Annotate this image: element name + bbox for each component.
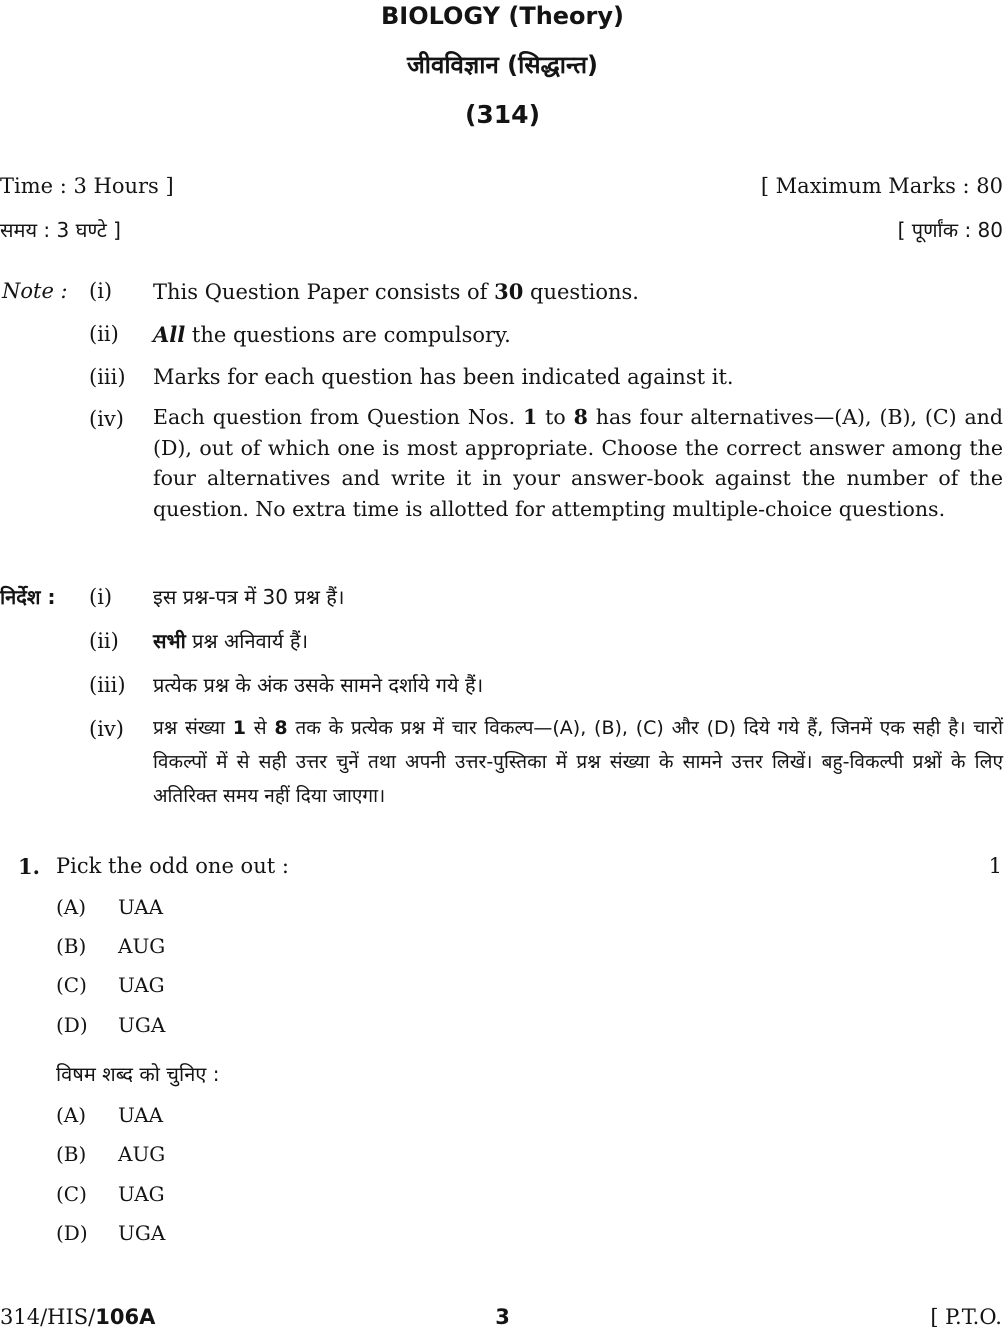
question-number: 1. [18, 854, 40, 879]
note-en-item-1: This Question Paper consists of 30 questions. [153, 279, 639, 304]
note-hi-item-3: प्रत्येक प्रश्न के अंक उसके सामने दर्शाये गये हैं। [153, 673, 484, 697]
option-text: AUG [118, 934, 166, 958]
max-marks-en: [ Maximum Marks : 80 [760, 174, 1003, 198]
note-label-hi: निर्देश : [0, 585, 56, 609]
option-letter: (A) [56, 895, 87, 919]
note-hi-item-1: इस प्रश्न-पत्र में 30 प्रश्न हैं। [153, 585, 345, 609]
note-hi-num-4: (iv) [89, 717, 124, 741]
option-letter: (B) [56, 1142, 87, 1166]
note-en-item-2: All the questions are compulsory. [153, 322, 511, 347]
question-text-hi: विषम शब्द को चुनिए : [56, 1062, 220, 1086]
footer-paper-code: 314/HIS/106A [0, 1305, 156, 1329]
note-en-item-4: Each question from Question Nos. 1 to 8 has four alternatives—(A), (B), (C) and (D), out of which one is most appropriate. Choose the correct answer among the four alternatives and write it in your answer-book against the number of the question. No extra time is allotted for attempting multiple-choice questions. [153, 405, 1003, 521]
option-letter: (A) [56, 1103, 87, 1127]
question-marks: 1 [988, 854, 1002, 878]
question-text-en: Pick the odd one out : [56, 854, 289, 878]
note-hi-item-2: सभी प्रश्न अनिवार्य हैं। [153, 629, 309, 653]
option-text: UAG [118, 1182, 165, 1206]
note-en-item-3: Marks for each question has been indicated against it. [153, 365, 734, 389]
max-marks-hi: [ पूर्णांक : 80 [897, 218, 1003, 242]
note-hi-num-1: (i) [89, 585, 113, 609]
option-letter: (C) [56, 973, 87, 997]
option-letter: (C) [56, 1182, 87, 1206]
option-letter: (D) [56, 1013, 88, 1037]
paper-code: (314) [464, 100, 541, 129]
paper-title-hi: जीवविज्ञान (सिद्धान्त) [406, 51, 599, 79]
time-en: Time : 3 Hours ] [0, 174, 174, 198]
option-text: UGA [118, 1013, 166, 1037]
note-hi-num-3: (iii) [89, 673, 126, 697]
option-text: UAG [118, 973, 165, 997]
note-en-num-1: (i) [89, 279, 113, 303]
note-en-num-4: (iv) [89, 407, 124, 431]
paper-title-en: BIOLOGY (Theory) [380, 2, 624, 30]
time-hi: समय : 3 घण्टे ] [0, 218, 121, 242]
pto-marker: [ P.T.O. [930, 1305, 1002, 1329]
note-hi-num-2: (ii) [89, 629, 119, 653]
option-text: AUG [118, 1142, 166, 1166]
note-hi-item-4: प्रश्न संख्या 1 से 8 तक के प्रत्येक प्रश्न में चार विकल्प—(A), (B), (C) और (D) दिये गये हैं, जिनमें एक सही है। चारों विकल्पों में से सही उत्तर चुनें तथा अपनी उत्तर-पुस्तिका में प्रश्न संख्या के सामने उत्तर लिखें। बहु-विकल्पी प्रश्नों के लिए अतिरिक्त समय नहीं दिया जाएगा। [153, 717, 1003, 807]
option-letter: (D) [56, 1221, 88, 1245]
option-text: UAA [118, 1103, 164, 1127]
option-text: UAA [118, 895, 164, 919]
note-label-en: Note : [2, 279, 68, 303]
page-number: 3 [495, 1305, 510, 1329]
note-en-num-2: (ii) [89, 322, 119, 346]
note-en-num-3: (iii) [89, 365, 126, 389]
option-text: UGA [118, 1221, 166, 1245]
option-letter: (B) [56, 934, 87, 958]
